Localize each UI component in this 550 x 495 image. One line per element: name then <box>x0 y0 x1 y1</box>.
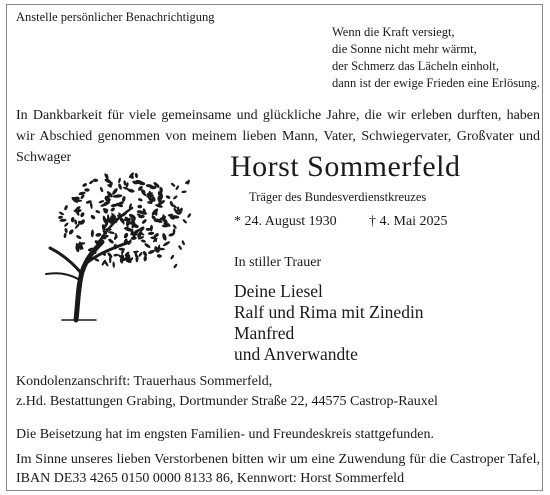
leaf-mark <box>59 218 66 222</box>
poem <box>332 24 540 92</box>
mourner-name: und Anverwandte <box>234 344 358 364</box>
leaf-mark <box>123 232 129 239</box>
condolence-address <box>16 372 438 412</box>
leaf-mark <box>144 242 152 249</box>
leaf-mark <box>138 197 144 202</box>
leaf-mark <box>181 190 186 193</box>
intro-text: In Dankbarkeit für viele gemeinsame und glückliche Jahre, die wir erleben durften, haben wir Abschied genommen von meinem lieben Mann, Vater, Schwiegervater, Großvater und Schwager <box>16 108 540 165</box>
leaf-mark <box>141 212 147 215</box>
leaf-mark <box>110 207 116 213</box>
leaf-mark <box>131 236 137 240</box>
poem-line: Wenn die Kraft versiegt, <box>332 25 455 39</box>
death-date: † 4. Mai 2025 <box>369 214 448 229</box>
leaf-mark <box>137 205 142 209</box>
mourners-intro: In stiller Trauer <box>234 255 322 270</box>
leaf-mark <box>138 251 143 257</box>
leaf-mark <box>84 188 90 192</box>
birth-date: * 24. August 1930 <box>234 214 337 229</box>
leaf-mark <box>173 263 178 269</box>
leaf-mark <box>148 231 155 235</box>
leaf-mark <box>175 185 180 191</box>
poem-line: dann ist der ewige Frieden eine Erlösung. <box>332 76 540 90</box>
leaf-mark <box>122 196 126 203</box>
mourner-name: Manfred <box>234 323 295 343</box>
leaf-mark <box>118 248 125 251</box>
leaf-mark <box>63 205 68 211</box>
leaf-mark <box>178 245 183 251</box>
leaf-mark <box>173 195 179 200</box>
leaf-mark <box>143 255 147 261</box>
leaf-mark <box>181 240 185 246</box>
leaf-mark <box>63 233 67 239</box>
condolence-line: z.Hd. Bestattungen Grabing, Dortmunder Straße 22, 44575 Castrop-Rauxel <box>16 394 438 409</box>
leaf-mark <box>73 209 81 213</box>
poem-line: der Schmerz das Lächeln einholt, <box>332 59 499 73</box>
windblown-tree-icon <box>32 162 192 332</box>
leaf-mark <box>162 240 170 247</box>
leaf-mark <box>99 187 104 193</box>
leaf-mark <box>78 191 86 196</box>
leaf-mark <box>117 183 122 190</box>
leaf-mark <box>74 219 77 225</box>
mourner-name: Deine Liesel <box>234 281 323 301</box>
leaf-mark <box>108 231 116 235</box>
leaf-mark <box>90 214 96 220</box>
leaf-mark <box>147 249 155 255</box>
leaf-mark <box>161 233 167 242</box>
leaf-mark <box>113 253 118 256</box>
leaf-mark <box>170 182 176 187</box>
leaf-mark <box>95 209 101 214</box>
leaf-mark <box>134 173 138 179</box>
leaf-mark <box>91 229 94 237</box>
header-note: Anstelle persönlicher Benachrichtigung <box>16 10 215 24</box>
deceased-honor: Träger des Bundesverdienstkreuzes <box>249 190 427 204</box>
leaf-mark <box>76 234 83 240</box>
leaf-mark <box>187 213 192 219</box>
leaf-mark <box>58 211 64 216</box>
condolence-line: Kondolenzanschrift: Trauerhaus Sommerfeld, <box>16 374 273 389</box>
leaf-mark <box>80 212 86 218</box>
leaf-mark <box>82 182 88 187</box>
leaf-mark <box>170 254 175 260</box>
leaf-mark <box>156 254 162 259</box>
leaf-mark <box>165 195 171 200</box>
leaf-mark <box>112 261 115 268</box>
leaf-mark <box>71 217 75 223</box>
mourners-list <box>234 281 424 365</box>
leaf-mark <box>95 233 101 237</box>
donation-text: Im Sinne unseres lieben Verstorbenen bitten wir um eine Zuwendung für die Castroper Tafel, IBAN DE33 4265 0150 0000 8133 86, Kennwort: Horst Sommerfeld <box>16 452 540 486</box>
leaf-mark <box>182 219 187 224</box>
poem-line: die Sonne nicht mehr wärmt, <box>332 42 477 56</box>
leaf-mark <box>58 215 63 219</box>
leaf-mark <box>64 228 68 234</box>
leaf-mark <box>140 239 146 243</box>
leaf-mark <box>118 177 122 183</box>
leaf-mark <box>141 218 147 224</box>
leaf-mark <box>111 187 119 195</box>
leaf-mark <box>107 238 114 245</box>
leaf-mark <box>68 228 75 235</box>
funeral-note: Die Beisetzung hat im engsten Familien- und Freundeskreis stattgefunden. <box>16 427 434 442</box>
deceased-name: Horst Sommerfeld <box>230 150 461 183</box>
mourner-name: Ralf und Rima mit Zinedin <box>234 302 424 322</box>
leaf-mark <box>63 222 69 227</box>
